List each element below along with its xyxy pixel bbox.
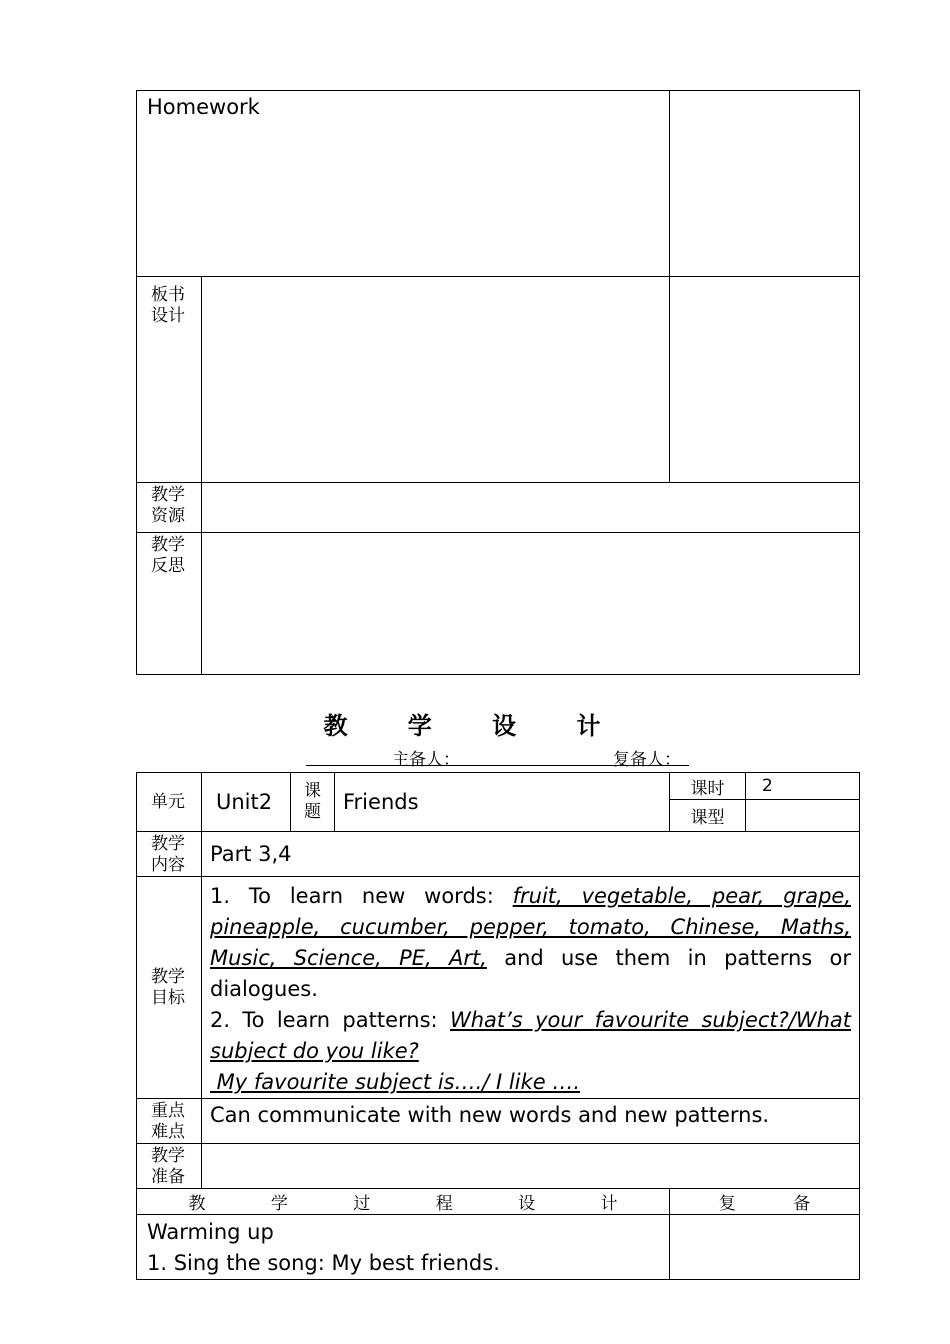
page-title: 教 学 设 计 (323, 712, 627, 740)
board-label: 板书 设计 (137, 277, 202, 483)
warmup-review-cell (670, 1215, 860, 1280)
process-header: 教 学 过 程 设 计 (137, 1189, 670, 1215)
review-header: 复 备 (670, 1189, 860, 1215)
goal-1-prefix: 1. To learn new words: (210, 884, 513, 908)
unit-value: Unit2 (202, 773, 291, 832)
resources-content (202, 483, 860, 533)
topic-label: 课 题 (291, 773, 335, 832)
goal-2-patterns: What’s your favourite subject?/What subject do you like? (210, 1008, 851, 1063)
key-value: Can communicate with new words and new patterns. (202, 1099, 860, 1144)
type-label: 课型 (670, 800, 746, 832)
page1-table (136, 90, 860, 675)
prep-value (202, 1144, 860, 1189)
topic-value: Friends (335, 773, 670, 832)
goal-1 (210, 881, 851, 1005)
warmup-title: Warming up (147, 1220, 274, 1244)
goal-2 (210, 1005, 851, 1067)
homework-review-cell (670, 91, 860, 277)
content-value: Part 3,4 (202, 832, 860, 877)
type-value (746, 800, 860, 832)
key-label: 重点 难点 (137, 1099, 202, 1144)
homework-label: Homework (147, 95, 260, 119)
warmup-cell (137, 1215, 670, 1280)
co-preparer-label: 复备人： (613, 750, 681, 770)
board-content (202, 277, 670, 483)
goal-2-line3: My favourite subject is…./ I like …. (210, 1070, 581, 1094)
content-label: 教学 内容 (137, 832, 202, 877)
resources-label: 教学 资源 (137, 483, 202, 533)
homework-cell (137, 91, 670, 277)
goal-1-suffix: and use them in patterns or dialogues. (210, 946, 851, 1001)
board-review-cell (670, 277, 860, 483)
warmup-step-1: 1. Sing the song: My best friends. (147, 1251, 500, 1275)
lead-preparer-label: 主备人： (392, 750, 460, 770)
goals-content (202, 877, 860, 1099)
reflection-label: 教学 反思 (137, 533, 202, 675)
period-value: 2 (746, 773, 860, 800)
unit-label: 单元 (137, 773, 202, 832)
goal-2-prefix: 2. To learn patterns: (210, 1008, 450, 1032)
prep-label: 教学 准备 (137, 1144, 202, 1189)
goal-1-words: fruit, vegetable, pear, grape, pineapple, cucumber, pepper, tomato, Chinese, Maths, Music, Science, PE, Art, (210, 884, 851, 970)
lesson-table (136, 772, 860, 1280)
reflection-content (202, 533, 860, 675)
period-label: 课时 (670, 773, 746, 800)
goals-label: 教学 目标 (137, 877, 202, 1099)
